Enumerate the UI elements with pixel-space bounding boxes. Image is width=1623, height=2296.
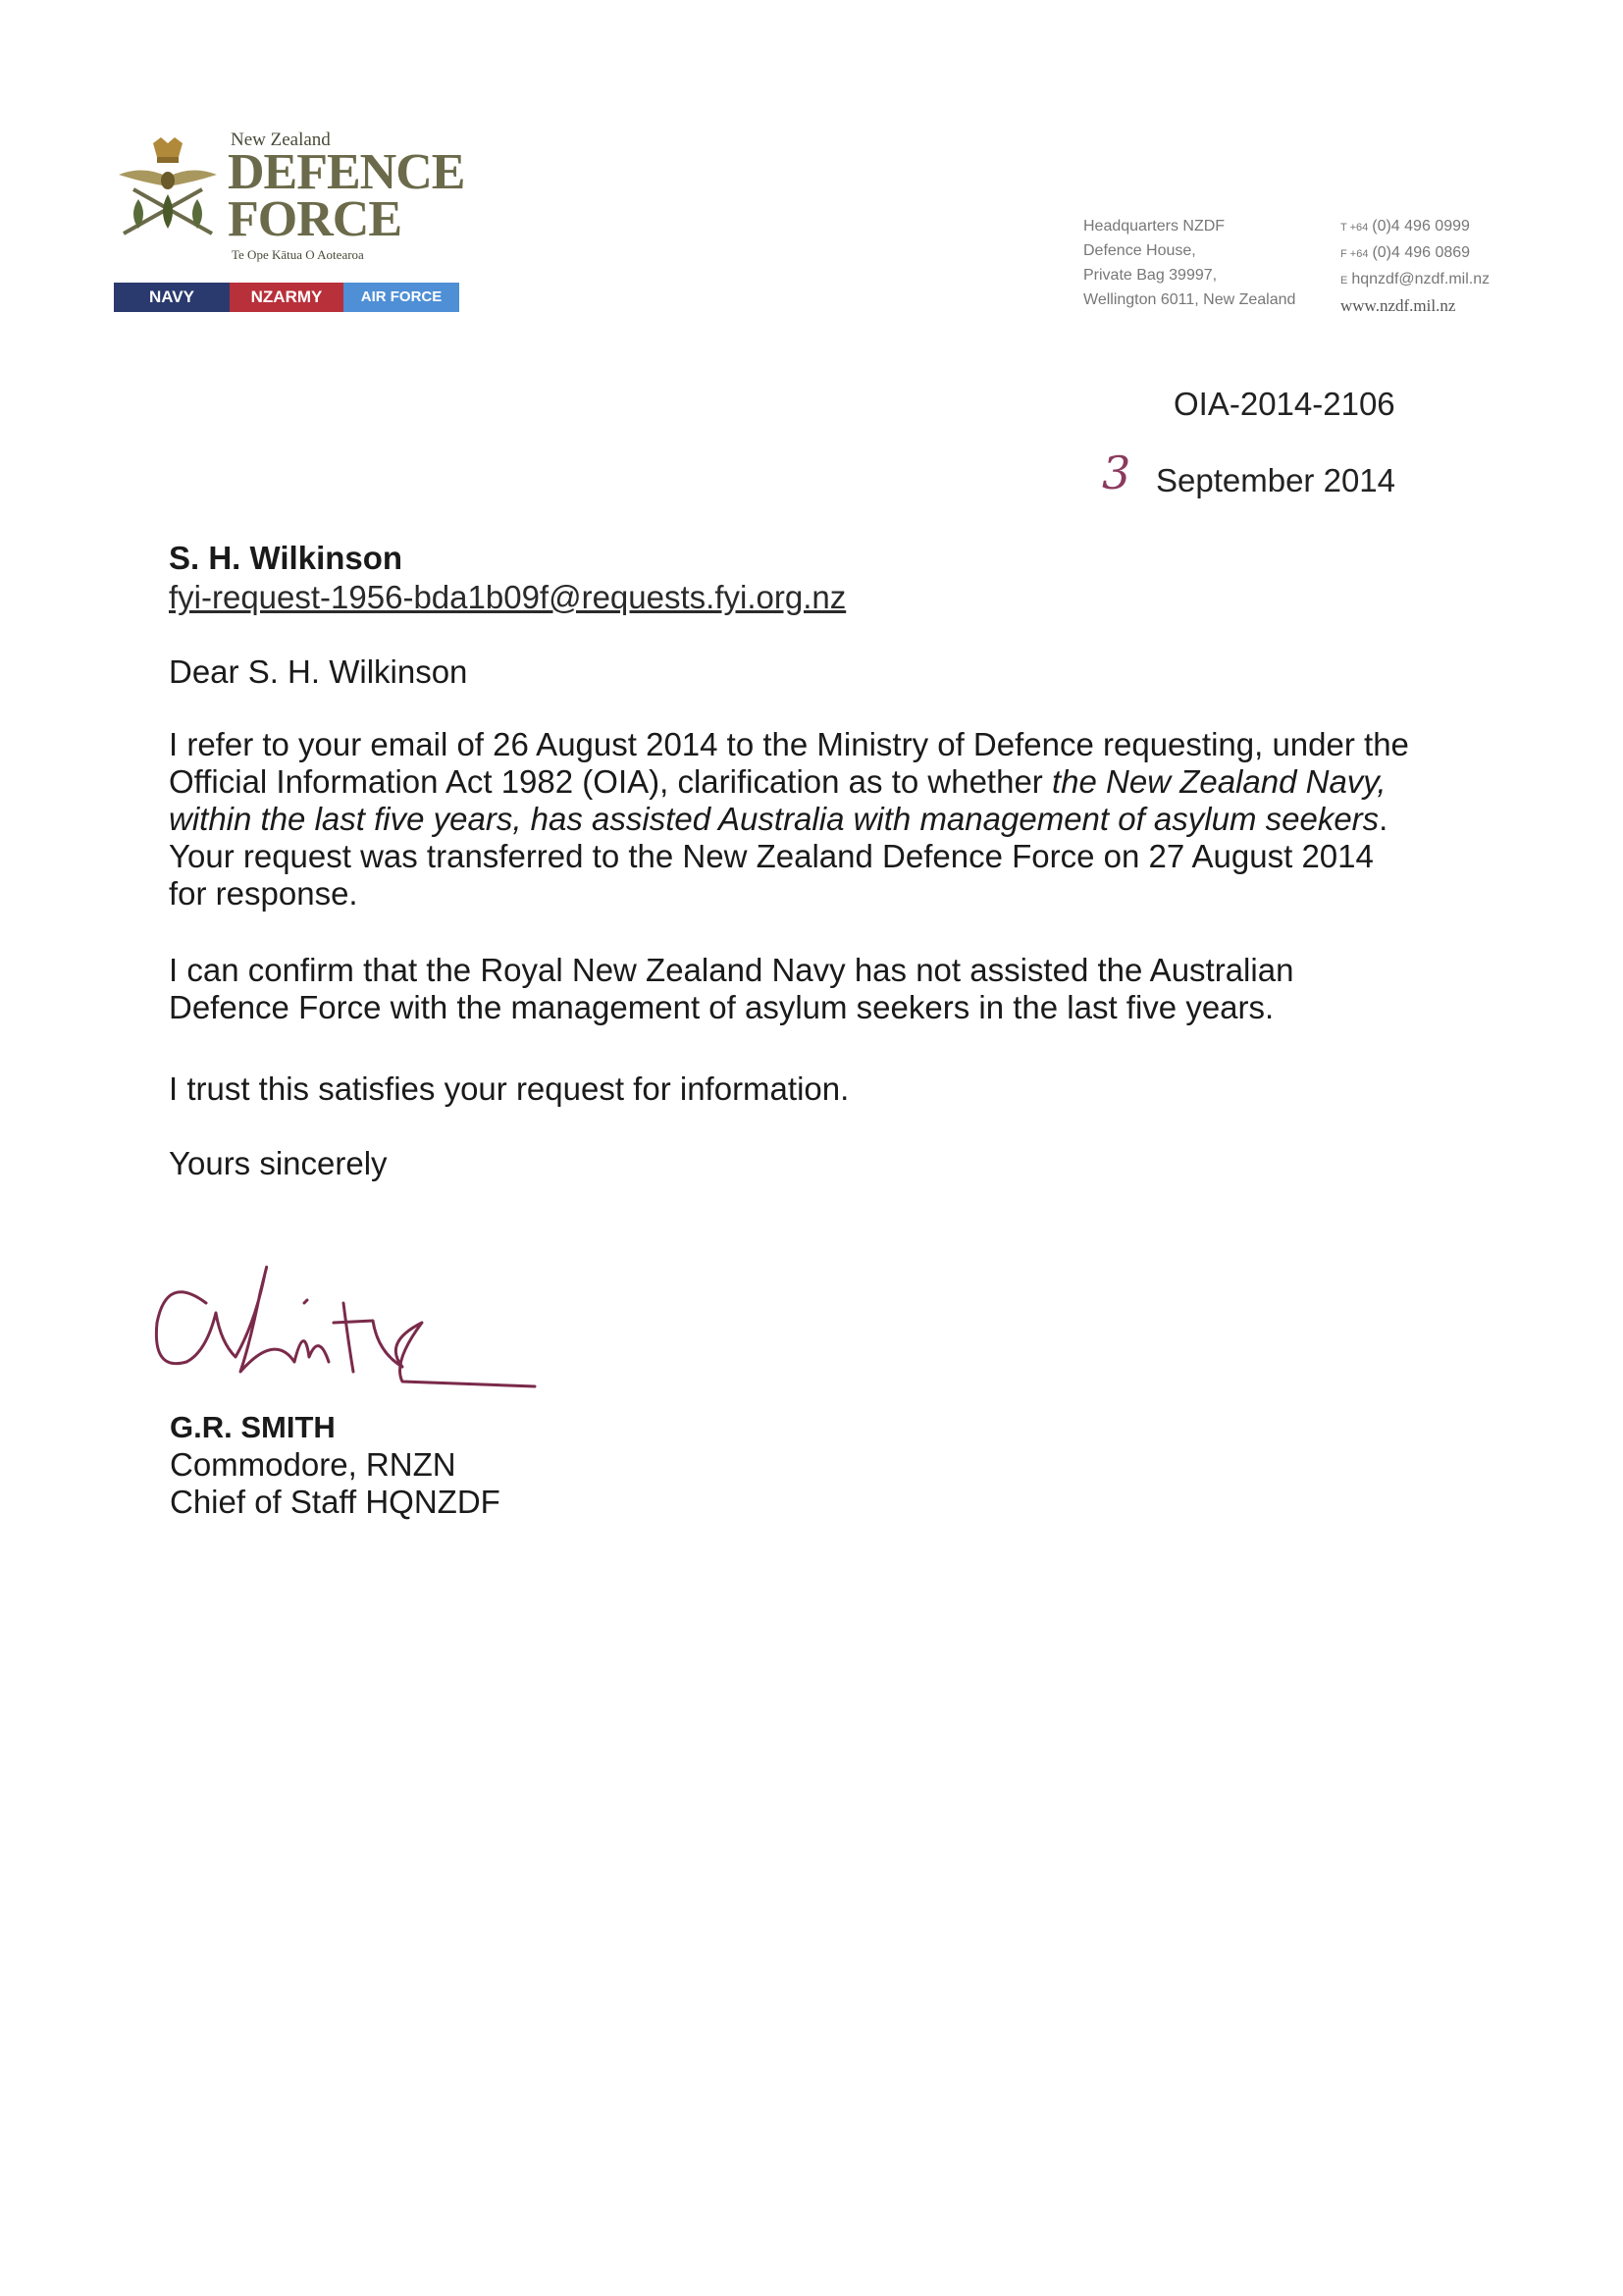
closing: Yours sincerely [169,1145,388,1181]
paragraph-1-quote: the New Zealand Navy, within the last five years, has assisted Australia with management of asylum seekers [169,763,1387,837]
fax-prefix: F +64 [1340,248,1369,260]
crest-icon [114,135,222,253]
service-air-force: AIR FORCE [343,283,459,312]
signatory-role: Chief of Staff HQNZDF [170,1484,500,1520]
paragraph-1 [169,726,1415,913]
address-line: Defence House, [1083,242,1196,259]
paragraph-1-text-end: . Your request was transferred to the New Zealand Defence Force on 27 August 2014 for response. [169,801,1388,912]
email-prefix: E [1340,275,1348,287]
nzdf-logo [114,130,467,316]
service-army: NZARMY [230,283,343,312]
signatory-rank: Commodore, RNZN [170,1446,456,1483]
website: www.nzdf.mil.nz [1340,296,1456,315]
org-motto: Te Ope Kātua O Aotearoa [232,247,364,262]
service-navy: NAVY [114,283,230,312]
org-name-line2: FORCE [228,191,401,247]
contact-block [1340,214,1490,318]
address-line: Private Bag 39997, [1083,267,1218,284]
reference-number: OIA-2014-2106 [1174,386,1395,422]
date-month-year: September 2014 [1156,462,1396,498]
address-line: Wellington 6011, New Zealand [1083,291,1296,308]
org-top-label: New Zealand [231,130,331,150]
signature-icon [147,1234,540,1431]
signatory-name: G.R. SMITH [170,1410,336,1444]
recipient-name: S. H. Wilkinson [169,540,403,576]
phone-line [1340,214,1490,240]
date-day-handwritten: 3 [1102,446,1131,499]
fax-number: (0)4 496 0869 [1372,244,1471,261]
fax-line [1340,240,1490,267]
address-block [1083,214,1295,312]
address-line: Headquarters NZDF [1083,218,1226,235]
phone-prefix: T +64 [1340,222,1369,234]
phone-number: (0)4 496 0999 [1372,218,1470,235]
org-name-line1: DEFENCE [228,144,465,200]
paragraph-1-text: I refer to your email of 26 August 2014 to the Ministry of Defence requesting, under the Official Information Act 1982 (OIA), clarification as to whether [169,726,1409,800]
email-line [1340,267,1490,293]
contact-email: hqnzdf@nzdf.mil.nz [1351,271,1491,287]
salutation: Dear S. H. Wilkinson [169,653,468,690]
recipient-email: fyi-request-1956-bda1b09f@requests.fyi.org.nz [169,579,847,615]
paragraph-2: I can confirm that the Royal New Zealand Navy has not assisted the Australian Defence Force with the management of asylum seekers in the last five years. [169,952,1294,1025]
paragraph-3: I trust this satisfies your request for information. [169,1070,850,1107]
